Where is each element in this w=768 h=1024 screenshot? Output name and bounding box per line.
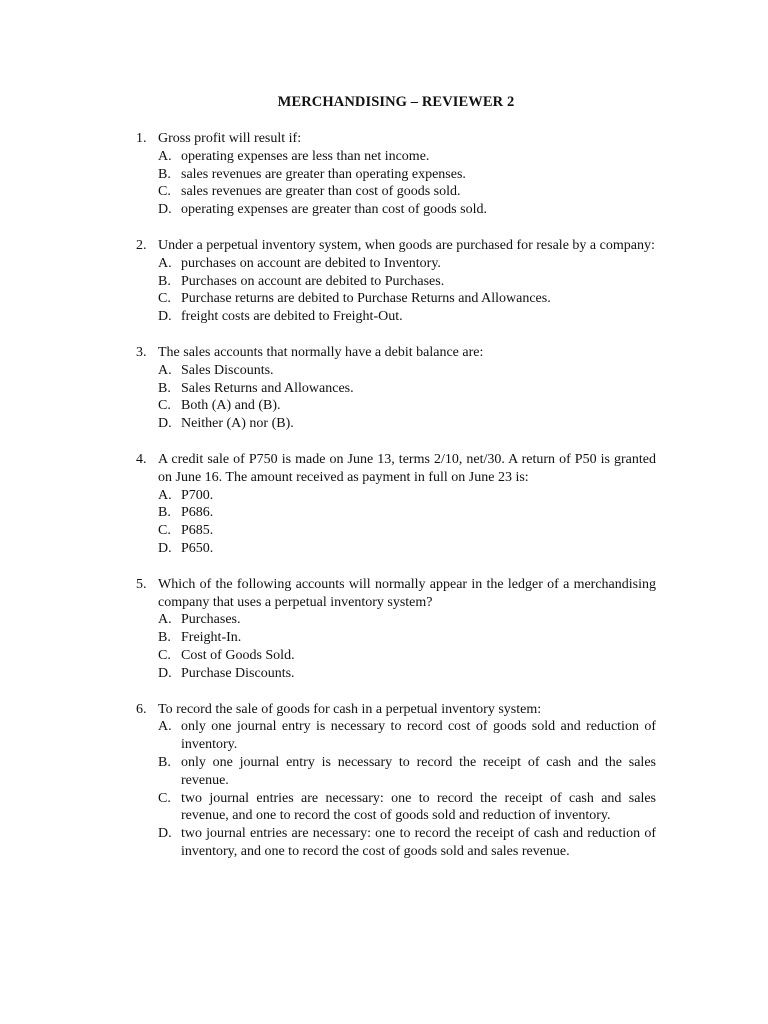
answer-option — [158, 183, 656, 201]
answer-option — [158, 415, 656, 433]
option-text: P685. — [181, 523, 214, 539]
option-text: two journal entries are necessary: one to record the receipt of cash and sales revenue, and one to record the cost of goods sold and reduction of inventory. — [181, 790, 656, 824]
question-list — [136, 130, 656, 861]
question-number: 2. — [136, 237, 147, 253]
question-stem: Gross profit will result if: — [158, 131, 302, 146]
option-letter: A. — [158, 362, 172, 378]
question-3 — [136, 344, 656, 433]
option-letter: C. — [158, 398, 171, 414]
answer-option — [158, 290, 656, 308]
option-text: only one journal entry is necessary to record cost of goods sold and reduction of inventory. — [181, 719, 656, 753]
option-letter: B. — [158, 505, 171, 521]
answer-option — [158, 647, 656, 665]
answer-option — [158, 754, 656, 790]
question-stem: Under a perpetual inventory system, when goods are purchased for resale by a company: — [158, 237, 655, 253]
question-body — [158, 344, 656, 433]
answer-option — [158, 504, 656, 522]
option-letter: D. — [158, 665, 172, 681]
option-text: Purchase Discounts. — [181, 665, 295, 681]
answer-option — [158, 380, 656, 398]
question-body — [158, 130, 656, 219]
option-text: operating expenses are greater than cost of goods sold. — [181, 202, 487, 218]
option-text: purchases on account are debited to Inventory. — [181, 255, 441, 271]
option-letter: D. — [158, 202, 172, 218]
option-text: two journal entries are necessary: one to record the receipt of cash and reduction of inventory, and one to record the cost of goods sold and sales revenue. — [181, 826, 656, 859]
answer-option — [158, 522, 656, 540]
option-letter: C. — [158, 184, 171, 200]
answer-option — [158, 308, 656, 326]
question-4 — [136, 451, 656, 558]
option-letter: D. — [158, 826, 172, 842]
option-letter: D. — [158, 309, 172, 325]
option-text: Cost of Goods Sold. — [181, 647, 295, 663]
option-text: Purchase returns are debited to Purchase Returns and Allowances. — [181, 291, 551, 307]
option-text: freight costs are debited to Freight-Out. — [181, 309, 403, 325]
question-body — [158, 237, 656, 326]
option-text: P686. — [181, 505, 214, 521]
option-letter: A. — [158, 255, 172, 271]
option-text: Freight-In. — [181, 630, 242, 646]
page-title: MERCHANDISING – REVIEWER 2 — [277, 94, 515, 110]
question-body — [158, 451, 656, 558]
question-stem: Which of the following accounts will normally appear in the ledger of a merchandising company that uses a perpetual inventory system? — [158, 576, 656, 610]
option-letter: B. — [158, 166, 171, 182]
question-6 — [136, 701, 656, 861]
answer-option — [158, 255, 656, 273]
answer-option — [158, 397, 656, 415]
option-letter: D. — [158, 540, 172, 556]
option-text: sales revenues are greater than operating expenses. — [181, 166, 466, 182]
option-text: Neither (A) nor (B). — [181, 416, 294, 432]
question-body — [158, 576, 656, 683]
option-text: operating expenses are less than net income. — [181, 148, 430, 164]
answer-option — [158, 201, 656, 219]
answer-option — [158, 718, 656, 754]
question-number: 4. — [136, 451, 147, 467]
option-letter: C. — [158, 523, 171, 539]
question-stem: A credit sale of P750 is made on June 13, terms 2/10, net/30. A return of P50 is granted on June 16. The amount received as payment in full on June 23 is: — [158, 451, 656, 485]
question-stem: To record the sale of goods for cash in a perpetual inventory system: — [158, 701, 542, 717]
question-1 — [136, 130, 656, 219]
answer-option — [158, 611, 656, 629]
question-body — [158, 701, 656, 861]
question-number: 3. — [136, 344, 147, 360]
option-text: Sales Discounts. — [181, 362, 274, 378]
option-text: only one journal entry is necessary to record the receipt of cash and the sales revenue. — [181, 754, 656, 788]
option-letter: C. — [158, 291, 171, 307]
question-number: 1. — [136, 131, 147, 146]
question-number: 6. — [136, 701, 147, 717]
answer-option — [158, 629, 656, 647]
answer-option — [158, 487, 656, 505]
answer-option — [158, 540, 656, 558]
answer-option — [158, 273, 656, 291]
option-text: P700. — [181, 487, 214, 503]
question-5 — [136, 576, 656, 683]
option-text: sales revenues are greater than cost of goods sold. — [181, 184, 461, 200]
option-letter: B. — [158, 630, 171, 646]
option-letter: A. — [158, 719, 172, 735]
answer-option — [158, 825, 656, 861]
option-letter: A. — [158, 487, 172, 503]
option-text: Sales Returns and Allowances. — [181, 380, 354, 396]
answer-option — [158, 665, 656, 683]
answer-option — [158, 166, 656, 184]
option-letter: A. — [158, 148, 172, 164]
option-letter: B. — [158, 273, 171, 289]
answer-option — [158, 148, 656, 166]
answer-option — [158, 362, 656, 380]
option-letter: A. — [158, 612, 172, 628]
option-text: P650. — [181, 540, 214, 556]
option-text: Both (A) and (B). — [181, 398, 281, 414]
option-letter: C. — [158, 647, 171, 663]
option-letter: B. — [158, 754, 171, 770]
option-letter: C. — [158, 790, 171, 806]
question-2 — [136, 237, 656, 326]
option-text: Purchases on account are debited to Purchases. — [181, 273, 445, 289]
question-number: 5. — [136, 576, 147, 592]
option-letter: B. — [158, 380, 171, 396]
option-letter: D. — [158, 416, 172, 432]
option-text: Purchases. — [181, 612, 241, 628]
answer-option — [158, 790, 656, 826]
question-stem: The sales accounts that normally have a debit balance are: — [158, 344, 484, 360]
